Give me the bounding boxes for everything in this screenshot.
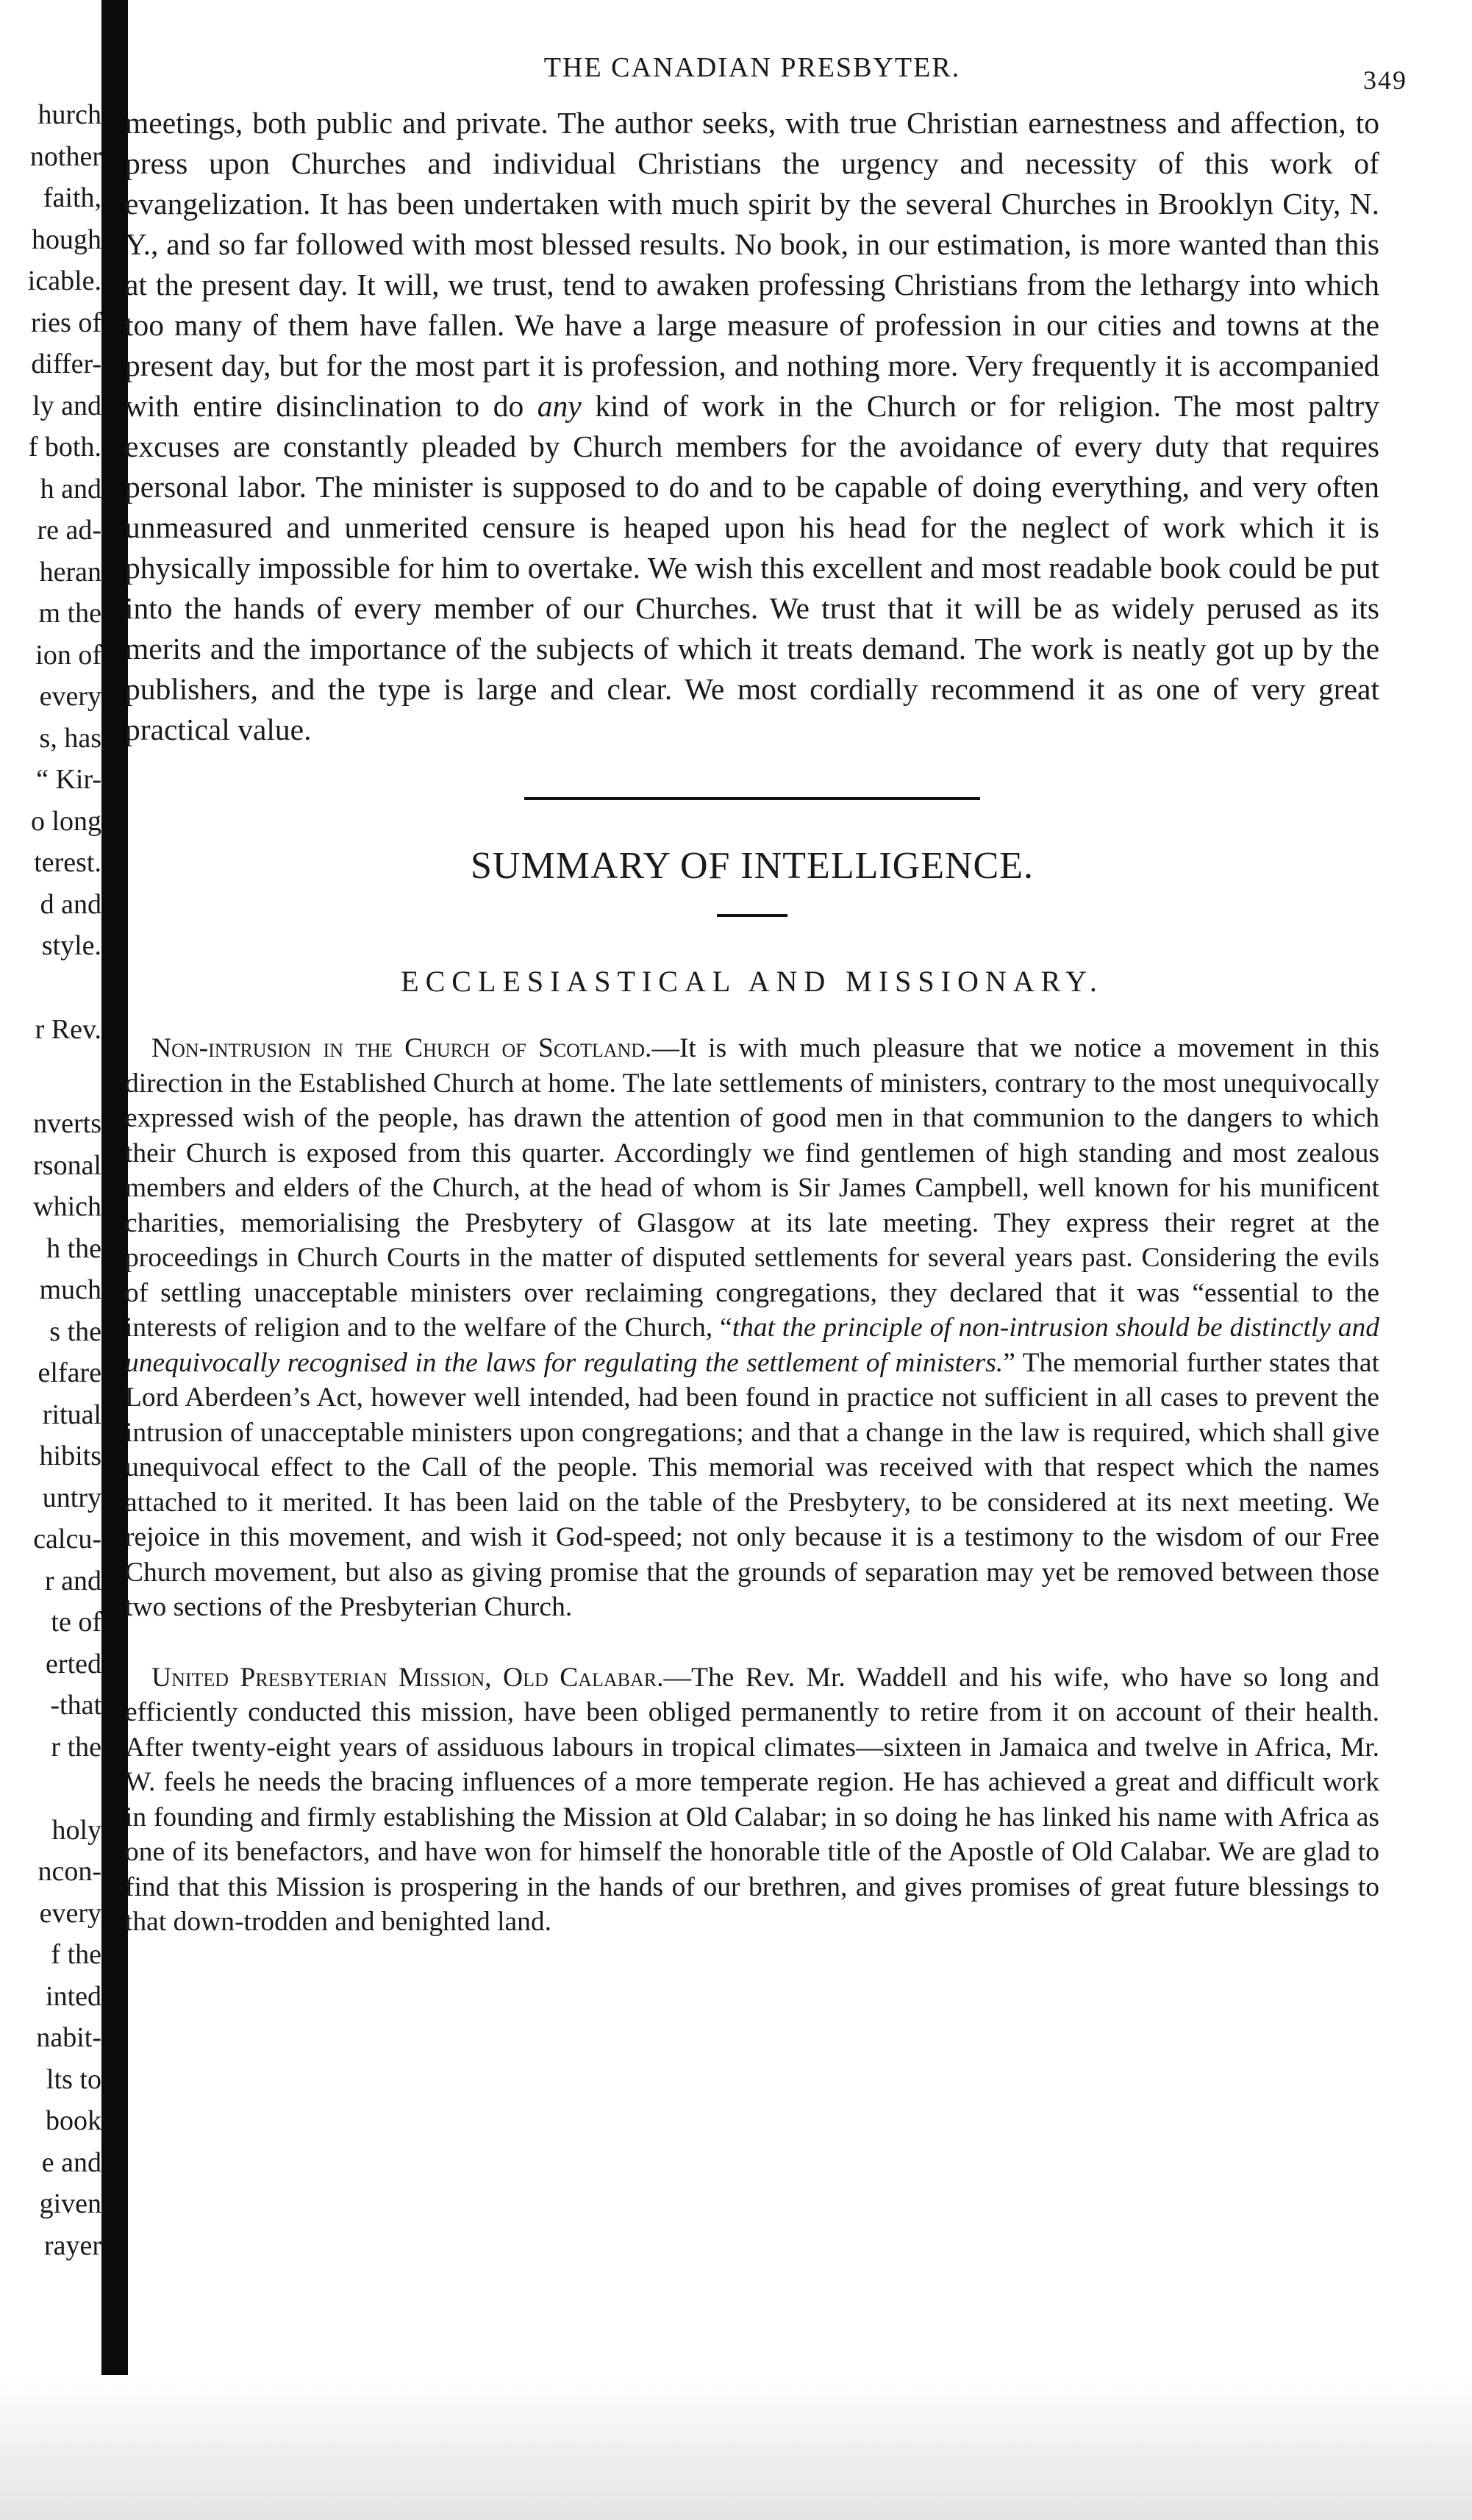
adjacent-page-fragment: lts to <box>46 2063 101 2095</box>
news-item-text: —The Rev. Mr. Waddell and his wife, who have so long and efficiently conducted this mission, have been obliged permanently to retire from it on account of their health. After twenty-eight years of assiduous labours in tropical climates—sixteen in Jamaica and twelve in Africa, Mr. W. feels he needs the bracing influences of a more temperate region. He has achieved a great and difficult work in founding and firmly establishing the Mission at Old Calabar; in so doing he has linked his name with Africa as one of its benefactors, and have won for himself the honorable title of the Apostle of Old Calabar. We are glad to find that this Mission is prospering in the hands of our brethren, and gives promises of great future blessings to that down-trodden and benighted land. <box>125 1662 1379 1937</box>
adjacent-page-fragment: style. <box>41 930 101 961</box>
adjacent-page-fragment: rsonal <box>33 1149 101 1181</box>
adjacent-page-fragment: faith, <box>43 182 101 213</box>
adjacent-page-fragment: every <box>39 1897 101 1929</box>
adjacent-page-fragment: ion of <box>35 639 101 671</box>
adjacent-page-fragment: m the <box>38 598 101 629</box>
adjacent-page-fragment: ly and <box>32 390 101 421</box>
adjacent-page-fragment: h and <box>40 473 101 504</box>
running-title: THE CANADIAN PRESBYTER. <box>543 52 961 83</box>
adjacent-page-fragment: f the <box>51 1939 101 1970</box>
adjacent-page-fragment: re ad- <box>37 515 101 546</box>
adjacent-page-fragment: d and <box>40 888 101 920</box>
news-item-heading: Non-intrusion in the Church of Scotland. <box>151 1033 652 1063</box>
news-item-old-calabar <box>125 1660 1379 1940</box>
adjacent-page-fragment: untry <box>42 1482 101 1513</box>
adjacent-page-fragment: nverts <box>33 1108 101 1139</box>
adjacent-page-fragment: rayer <box>43 2230 101 2261</box>
adjacent-page-fragment: holy <box>51 1814 101 1846</box>
adjacent-page-fragment: much <box>39 1274 101 1305</box>
news-item-text-continued: ” The memorial further states that Lord Aberdeen’s Act, however well intended, had been found in practice not sufficient in all cases to prevent the intrusion of unacceptable ministers upon congregations; and that a change in the law is required, which shall give unequivocal effect to the Call of the people. This memorial was received with that respect which the names attached to it merited. It has been laid on the table of the Presbytery, to be considered at its next meeting. We rejoice in this movement, and wish it God-speed; not only because it is a testimony to the wisdom of our Free Church movement, but also as giving promise that the grounds of separation may yet be removed between those two sections of the Presbyterian Church. <box>125 1347 1379 1622</box>
page-number: 349 <box>1363 65 1407 95</box>
adjacent-page-fragment: which <box>33 1191 101 1222</box>
adjacent-page-fragment: nother <box>29 140 101 172</box>
book-spine-shadow <box>101 0 128 2375</box>
adjacent-page-fragment: hough <box>32 224 101 255</box>
news-item-quote: that the principle of non-intrusion should be distinctly and unequivocally recognised in the laws for regulating the settlement of ministers. <box>125 1313 1379 1378</box>
title-underline <box>717 914 787 917</box>
adjacent-page-fragment: given <box>39 2188 101 2219</box>
adjacent-page-margin <box>0 0 101 2520</box>
adjacent-page-fragment: o long <box>30 805 101 837</box>
adjacent-page-fragment: r Rev. <box>35 1014 101 1045</box>
section-divider <box>524 797 980 800</box>
adjacent-page-fragment: h the <box>46 1232 101 1264</box>
adjacent-page-fragment: elfare <box>37 1357 101 1388</box>
adjacent-page-fragment: r and <box>44 1565 101 1596</box>
news-item-heading: United Presbyterian Mission, Old Calabar. <box>151 1662 664 1693</box>
section-title: SUMMARY OF INTELLIGENCE. <box>471 845 1034 887</box>
subsection-title: ECCLESIASTICAL AND MISSIONARY. <box>401 965 1104 998</box>
adjacent-page-fragment: ries of <box>30 307 101 338</box>
adjacent-page-fragment: ncon- <box>37 1856 101 1887</box>
adjacent-page-fragment: hurch <box>37 99 101 130</box>
page-header <box>125 51 1407 103</box>
adjacent-page-fragment: inted <box>46 1980 101 2012</box>
adjacent-page-fragment: terest. <box>34 847 101 878</box>
review-text-part1: meetings, both public and private. The author seeks, with true Christian earnestness and affection, to press upon Churches and individual Christians the urgency and necessity of this work of evangelization. It has been undertaken with much spirit by the several Churches in Brooklyn City, N. Y., and so far followed with most blessed results. No book, in our estimation, is more wanted than this at the present day. It will, we trust, tend to awaken professing Christians from the lethargy into which too many of them have fallen. We have a large measure of profession in our cities and towns at the present day, but for the most part it is profession, and nothing more. Very frequently it is accompanied with entire disinclination to do <box>125 106 1379 423</box>
adjacent-page-fragment: heran <box>39 556 101 588</box>
adjacent-page-fragment: erted <box>46 1648 101 1680</box>
adjacent-page-fragment: nabit- <box>36 2022 101 2053</box>
adjacent-page-fragment: r the <box>51 1731 101 1763</box>
adjacent-page-fragment: -that <box>50 1690 101 1721</box>
adjacent-page-fragment: differ- <box>31 349 101 379</box>
news-item-text: —It is with much pleasure that we notice a movement in this direction in the Established Church at home. The late settlements of ministers, contrary to the most unequivocally expressed wish of the people, has drawn the attention of good men in that communion to the dangers to which their Church is exposed from this quarter. Accordingly we find gentlemen of high standing and most zealous members and elders of the Church, at the head of whom is Sir James Campbell, well known for his munificent charities, memorialising the Presbytery of Glasgow at its late meeting. They express their regret at the proceedings in Church Courts in the matter of disputed settlements for several years past. Considering the evils of settling unacceptable ministers over reclaiming congregations, they declared that it was “essential to the interests of religion and to the welfare of the Church, “ <box>125 1033 1379 1343</box>
review-emphasis: any <box>537 389 582 423</box>
adjacent-page-fragment: hibits <box>39 1441 101 1471</box>
book-review-paragraph <box>125 103 1379 750</box>
adjacent-page-fragment: every <box>39 681 101 712</box>
adjacent-page-fragment: book <box>46 2105 101 2136</box>
review-text-part2: kind of work in the Church or for religion. The most paltry excuses are constantly pleaded by Church members for the avoidance of every duty that requires personal labor. The minister is supposed to do and to be capable of doing everything, and very often unmeasured and unmerited censure is heaped upon his head for the neglect of work which it is physically impossible for him to overtake. We wish this excellent and most readable book could be put into the hands of every member of our Churches. We trust that it will be as widely perused as its merits and the importance of the subjects of which it treats demand. The work is neatly got up by the publishers, and the type is large and clear. We most cordially recommend it as one of very great practical value. <box>125 389 1380 746</box>
adjacent-page-fragment: “ Kir- <box>36 764 101 795</box>
page-bottom-edge <box>0 2375 1472 2520</box>
adjacent-page-fragment: te of <box>51 1607 101 1638</box>
adjacent-page-fragment: s, has <box>39 722 101 754</box>
page-content <box>125 51 1407 1940</box>
adjacent-page-fragment: f both. <box>28 432 101 463</box>
news-item-non-intrusion <box>125 1031 1379 1625</box>
adjacent-page-fragment: icable. <box>27 265 101 296</box>
adjacent-page-fragment: ritual <box>42 1399 101 1430</box>
adjacent-page-fragment: calcu- <box>33 1524 101 1555</box>
adjacent-page-fragment: e and <box>41 2146 101 2178</box>
adjacent-page-fragment: s the <box>49 1316 101 1347</box>
